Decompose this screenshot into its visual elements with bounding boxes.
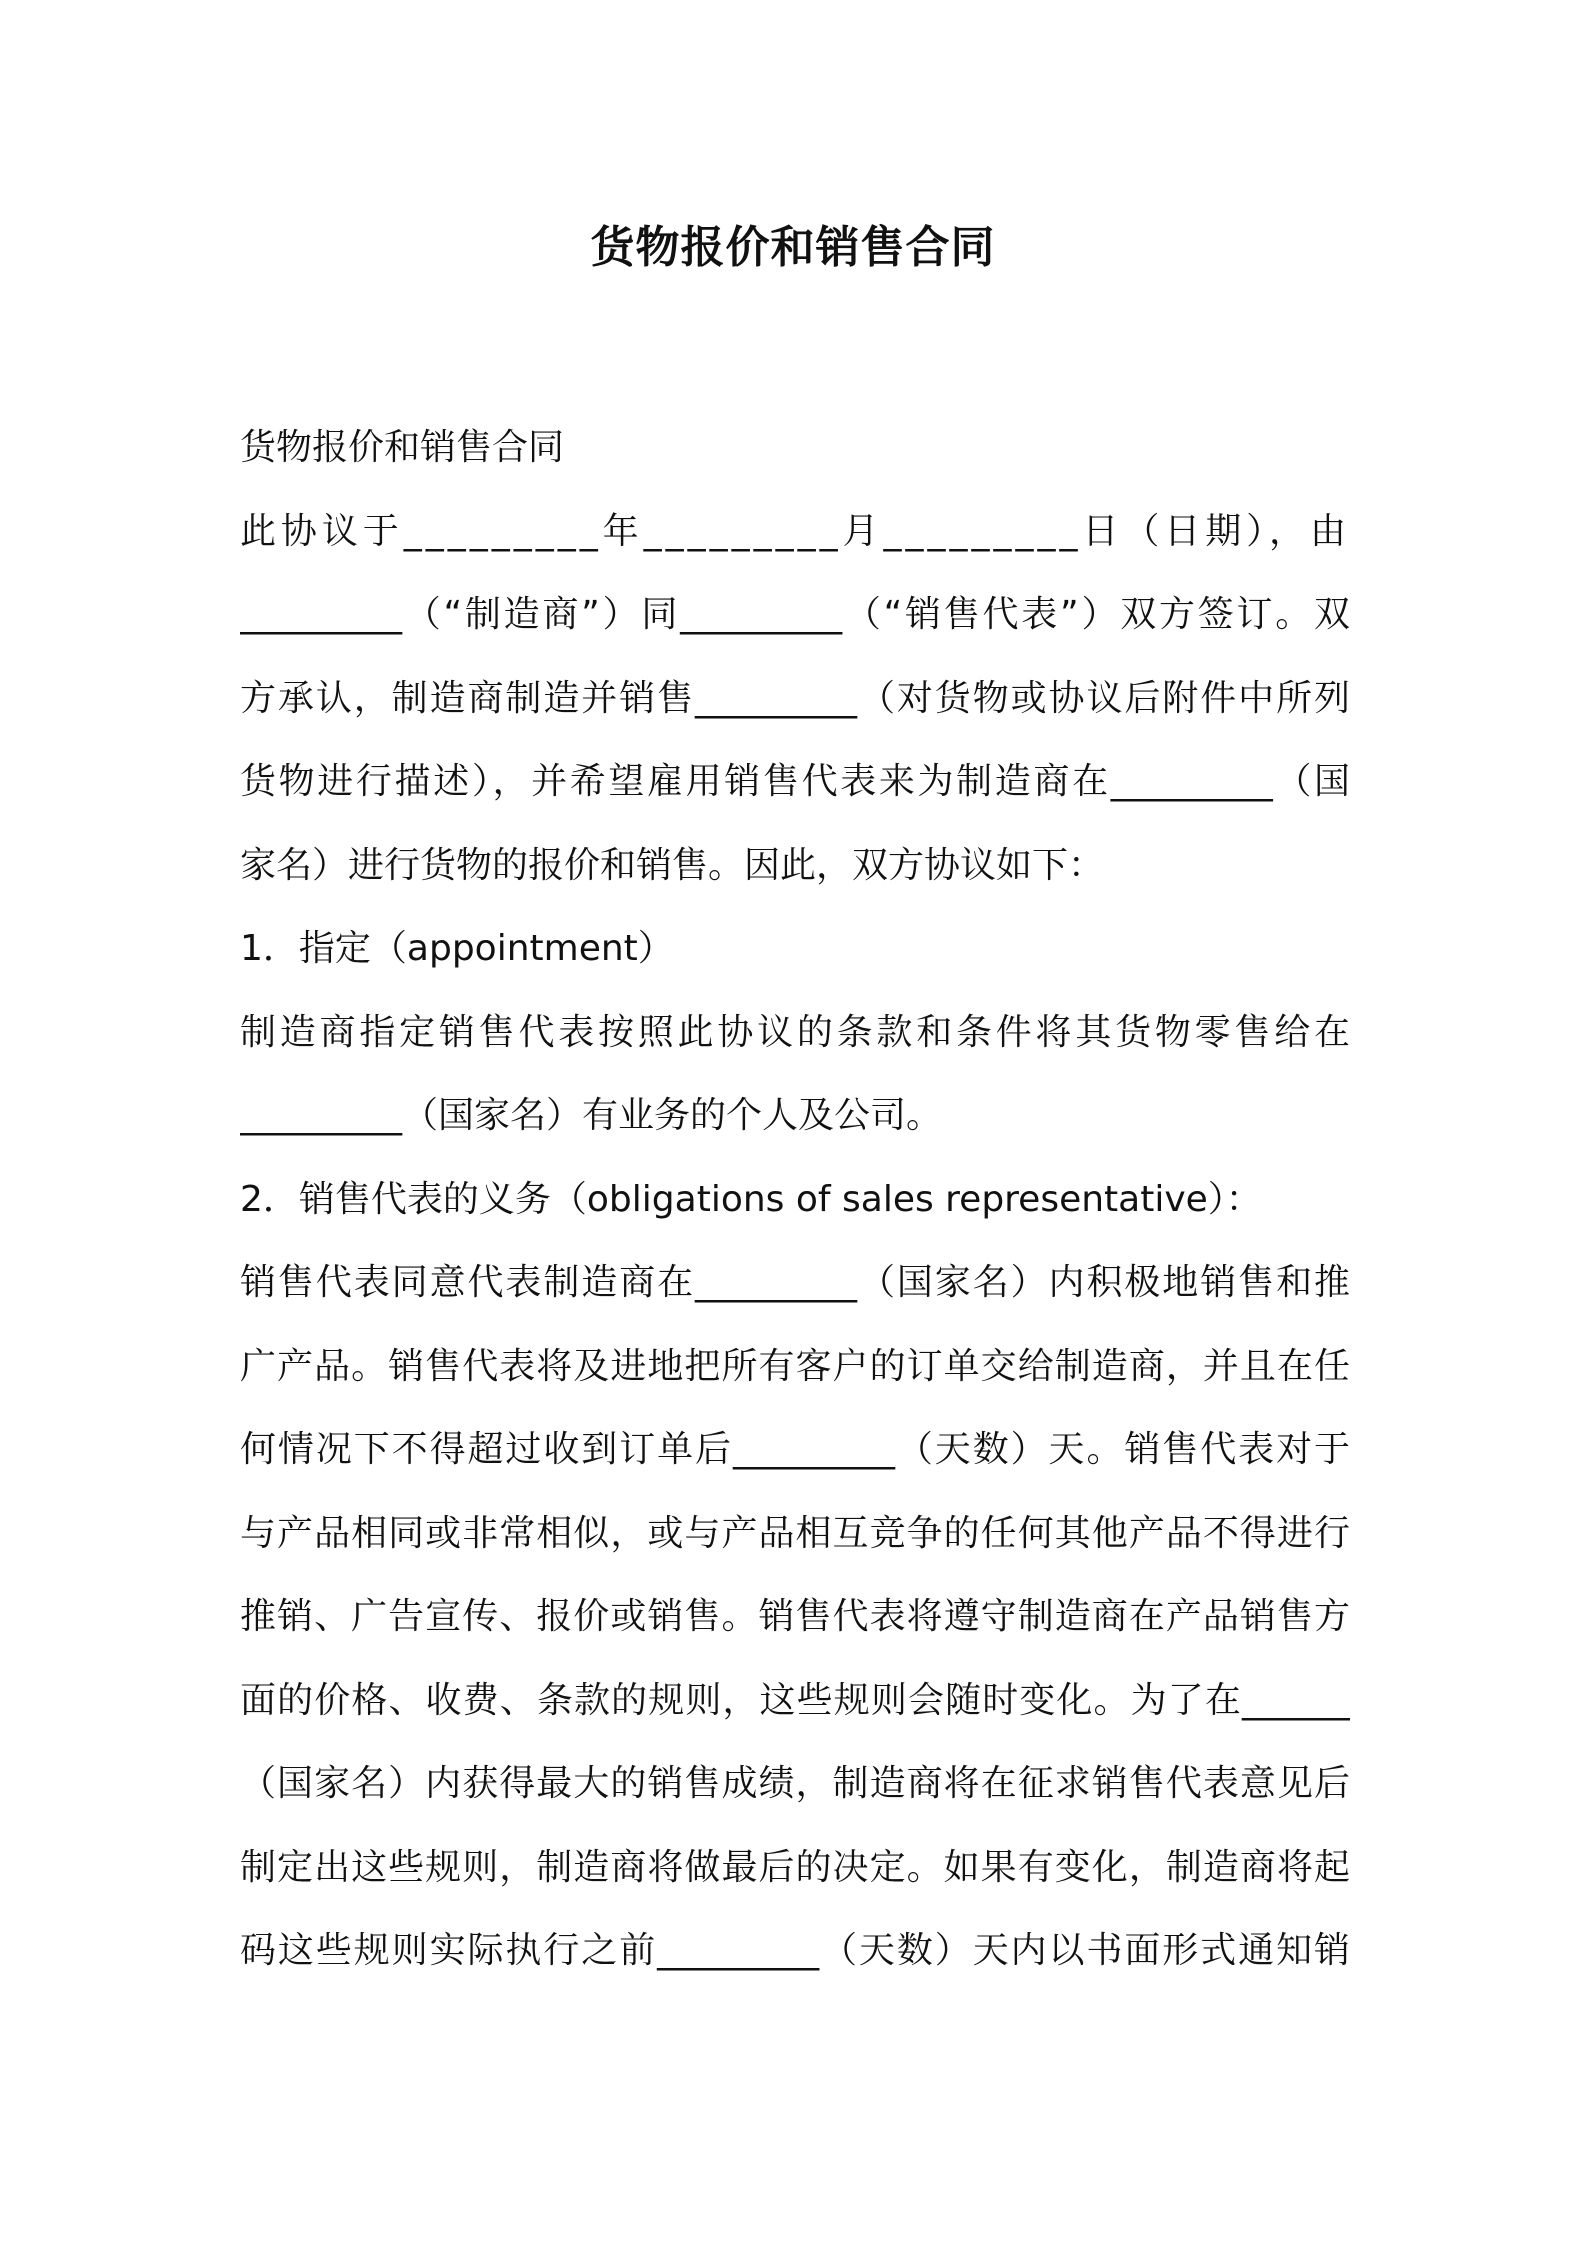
paragraph-line: _________（国家名）有业务的个人及公司。 (240, 1095, 943, 1136)
paragraph-line: 方承认，制造商制造并销售_________（对货物或协议后附件中所列 (240, 677, 1350, 719)
paragraph-line: 与产品相同或非常相似，或与产品相互竞争的任何其他产品不得进行 (240, 1512, 1350, 1554)
document-body (240, 406, 1350, 1993)
paragraph-line: 此协议于_________年_________月_________日（日期），由 (240, 510, 1350, 552)
paragraph-line: 制定出这些规则，制造商将做最后的决定。如果有变化，制造商将起 (240, 1846, 1350, 1888)
paragraph-line: 面的价格、收费、条款的规则，这些规则会随时变化。为了在______ (240, 1679, 1350, 1721)
paragraph-line: 码这些规则实际执行之前_________（天数）天内以书面形式通知销 (240, 1930, 1350, 1971)
paragraph-line: 广产品。销售代表将及进地把所有客户的订单交给制造商，并且在任 (240, 1345, 1350, 1387)
clause-heading-obligations: 2．销售代表的义务（obligations of sales representative）： (240, 1178, 1262, 1220)
paragraph-line: 何情况下不得超过收到订单后_________（天数）天。销售代表对于 (240, 1429, 1350, 1470)
paragraph-line: 销售代表同意代表制造商在_________（国家名）内积极地销售和推 (240, 1262, 1350, 1303)
paragraph-line: _________（“制造商”）同_________（“销售代表”）双方签订。双 (240, 594, 1350, 635)
clause-heading-appointment: 1．指定（appointment） (240, 928, 674, 969)
paragraph-line: 货物进行描述），并希望雇用销售代表来为制造商在_________（国 (240, 761, 1350, 802)
section-heading: 货物报价和销售合同 (240, 427, 565, 468)
paragraph-line: （国家名）内获得最大的销售成绩，制造商将在征求销售代表意见后 (240, 1763, 1350, 1804)
paragraph-line: 家名）进行货物的报价和销售。因此，双方协议如下： (240, 844, 1105, 886)
paragraph-line: 制造商指定销售代表按照此协议的条款和条件将其货物零售给在 (240, 1011, 1350, 1053)
paragraph-line: 推销、广告宣传、报价或销售。销售代表将遵守制造商在产品销售方 (240, 1596, 1350, 1637)
document-title: 货物报价和销售合同 (590, 222, 996, 273)
